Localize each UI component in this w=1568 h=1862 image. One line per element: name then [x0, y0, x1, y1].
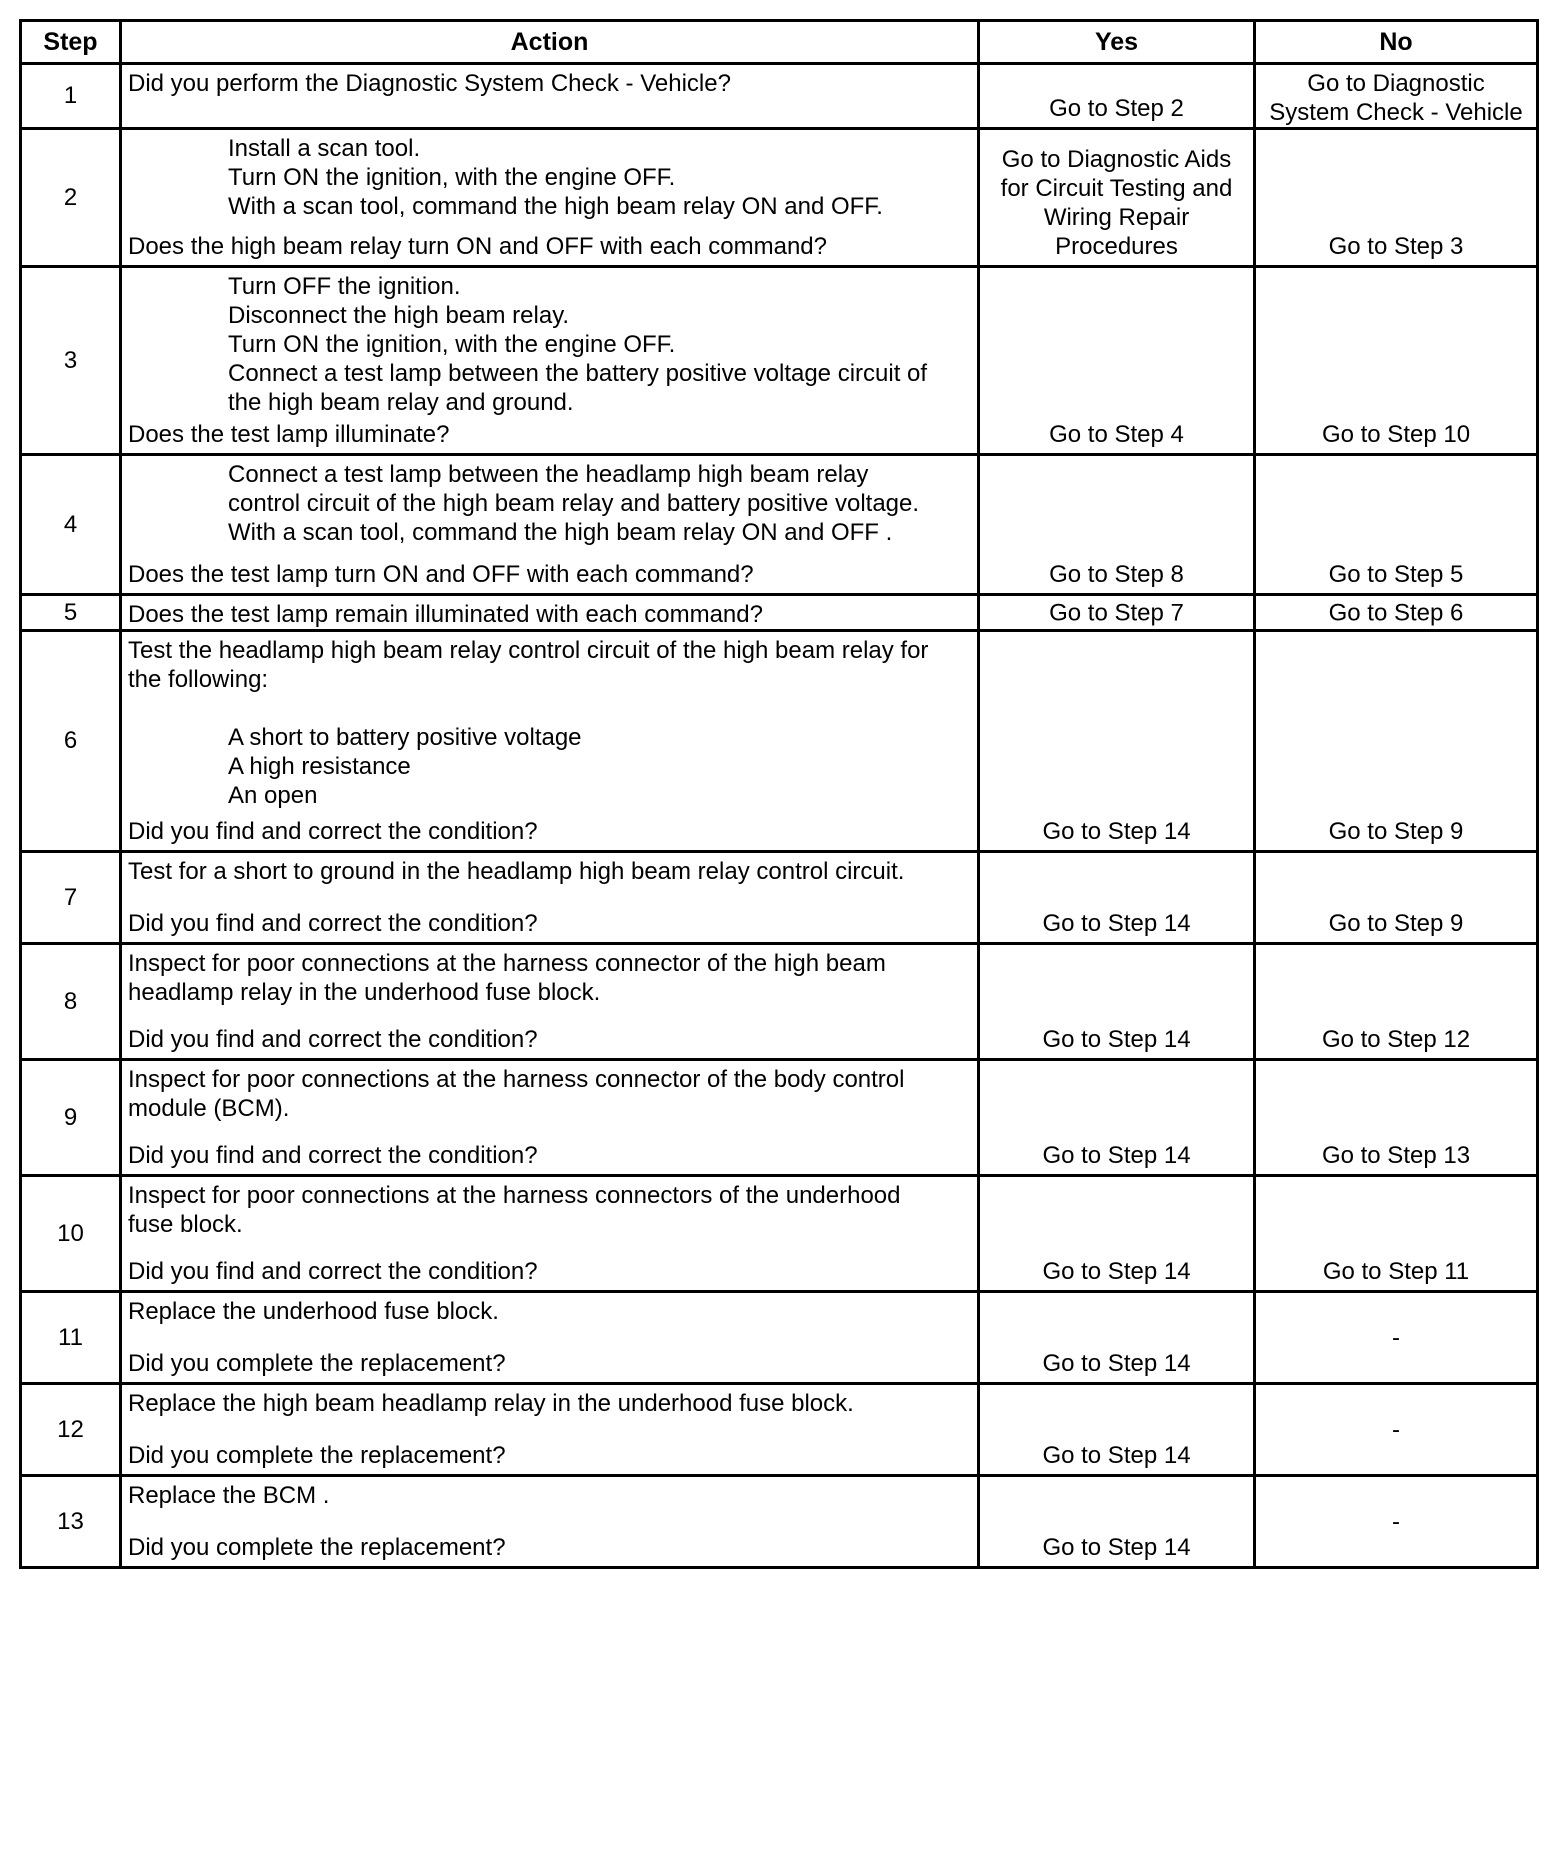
- no-result-line: Go to Step 10: [1321, 421, 1471, 448]
- no-cell: [1255, 129, 1538, 267]
- yes-result: [982, 817, 1251, 846]
- no-cell: [1255, 1292, 1538, 1384]
- action-question: Does the test lamp illuminate?: [128, 421, 450, 448]
- step-number: 7: [21, 852, 121, 944]
- action-cell: [121, 64, 979, 129]
- yes-result: [982, 560, 1251, 589]
- no-cell: [1255, 1384, 1538, 1476]
- table-row: [21, 267, 1538, 455]
- table-row: [21, 1176, 1538, 1292]
- no-cell: [1255, 267, 1538, 455]
- step-number: 1: [21, 64, 121, 129]
- step-number: 10: [21, 1176, 121, 1292]
- yes-result: [982, 145, 1251, 261]
- yes-result-line: Procedures: [1055, 233, 1178, 260]
- yes-cell: [979, 64, 1255, 129]
- yes-cell: [979, 129, 1255, 267]
- yes-result-line: Go to Step 14: [1042, 1534, 1191, 1561]
- yes-result: [982, 420, 1251, 449]
- no-result: [1256, 1323, 1536, 1352]
- action-substep: A short to battery positive voltage: [228, 724, 582, 751]
- action-text: Test for a short to ground in the headlamp high beam relay control circuit.: [128, 858, 905, 885]
- action-text: Test the headlamp high beam relay control circuit of the high beam relay for: [128, 637, 929, 664]
- no-result: [1258, 1257, 1534, 1286]
- action-text: Inspect for poor connections at the harness connector of the body control: [128, 1066, 905, 1093]
- yes-cell: [979, 455, 1255, 595]
- header-row: [21, 21, 1538, 64]
- action-text: headlamp relay in the underhood fuse block.: [128, 979, 601, 1006]
- yes-result: [982, 1349, 1251, 1378]
- yes-cell: [979, 267, 1255, 455]
- yes-result: [982, 1141, 1251, 1170]
- action-substep: A high resistance: [228, 753, 411, 780]
- no-result-line: Go to Step 13: [1321, 1142, 1471, 1169]
- action-question: Did you find and correct the condition?: [128, 818, 538, 845]
- table-row: [21, 1292, 1538, 1384]
- no-cell: [1255, 631, 1538, 852]
- action-question: Did you find and correct the condition?: [128, 910, 538, 937]
- action-question: Did you complete the replacement?: [128, 1350, 506, 1377]
- action-substep: Connect a test lamp between the headlamp high beam relay: [228, 461, 869, 488]
- action-text: Inspect for poor connections at the harness connectors of the underhood: [128, 1182, 901, 1209]
- yes-result-line: Wiring Repair: [1043, 204, 1190, 231]
- yes-result-line: for Circuit Testing and: [1000, 175, 1233, 202]
- no-result-line: Go to Diagnostic: [1307, 70, 1485, 97]
- step-number: 6: [21, 631, 121, 852]
- no-result-line: Go to Step 11: [1322, 1258, 1470, 1285]
- no-result: [1258, 1141, 1534, 1170]
- no-result: [1258, 232, 1534, 261]
- action-substep: Disconnect the high beam relay.: [228, 302, 570, 329]
- action-substep: Turn OFF the ignition.: [228, 273, 461, 300]
- action-text: Replace the BCM .: [128, 1482, 330, 1509]
- no-result: [1256, 65, 1536, 127]
- yes-result: [982, 1533, 1251, 1562]
- no-cell: [1255, 852, 1538, 944]
- step-number: 4: [21, 455, 121, 595]
- header-yes: Yes: [979, 21, 1255, 64]
- yes-result-line: Go to Step 14: [1042, 910, 1191, 937]
- action-substep: An open: [228, 782, 318, 809]
- no-result-line: System Check - Vehicle: [1269, 99, 1523, 126]
- step-number: 5: [21, 595, 121, 631]
- yes-result: [982, 909, 1251, 938]
- yes-result-line: Go to Step 14: [1042, 1142, 1191, 1169]
- action-question: Did you complete the replacement?: [128, 1442, 506, 1469]
- yes-result-line: Go to Step 4: [1049, 421, 1184, 448]
- action-question: Did you find and correct the condition?: [128, 1026, 538, 1053]
- table-row: [21, 631, 1538, 852]
- table-body: [21, 64, 1538, 1568]
- action-text: Inspect for poor connections at the harness connector of the high beam: [128, 950, 886, 977]
- yes-cell: [979, 1292, 1255, 1384]
- action-cell: [121, 1476, 979, 1568]
- yes-cell: [979, 1476, 1255, 1568]
- action-text: fuse block.: [128, 1211, 243, 1238]
- action-cell: [121, 631, 979, 852]
- yes-result: [982, 94, 1251, 123]
- action-cell: [121, 595, 979, 631]
- yes-cell: [979, 852, 1255, 944]
- yes-result: [982, 1025, 1251, 1054]
- action-substep: With a scan tool, command the high beam relay ON and OFF.: [228, 193, 883, 220]
- yes-cell: [979, 595, 1255, 631]
- action-text: Did you perform the Diagnostic System Check - Vehicle?: [128, 70, 731, 97]
- yes-cell: [979, 1384, 1255, 1476]
- no-cell: [1255, 64, 1538, 129]
- yes-result-line: Go to Diagnostic Aids: [1001, 146, 1232, 173]
- action-substep: With a scan tool, command the high beam relay ON and OFF .: [228, 519, 893, 546]
- no-cell: [1255, 1176, 1538, 1292]
- table-row: [21, 852, 1538, 944]
- action-text: Replace the underhood fuse block.: [128, 1298, 499, 1325]
- no-result: [1258, 909, 1534, 938]
- table-row: [21, 944, 1538, 1060]
- no-result: [1258, 1025, 1534, 1054]
- yes-cell: [979, 1176, 1255, 1292]
- action-question: Did you complete the replacement?: [128, 1534, 506, 1561]
- yes-result-line: Go to Step 2: [1049, 95, 1184, 122]
- no-result: [1258, 420, 1534, 449]
- action-question: Does the high beam relay turn ON and OFF with each command?: [128, 233, 827, 260]
- yes-cell: [979, 944, 1255, 1060]
- step-number: 12: [21, 1384, 121, 1476]
- table-row: [21, 1384, 1538, 1476]
- header-step: Step: [21, 21, 121, 64]
- header-action: Action: [121, 21, 979, 64]
- table-row: [21, 1476, 1538, 1568]
- no-result: [1256, 598, 1536, 627]
- no-result-line: Go to Step 5: [1328, 561, 1464, 588]
- table-row: [21, 1060, 1538, 1176]
- yes-cell: [979, 631, 1255, 852]
- action-cell: [121, 1384, 979, 1476]
- no-cell: [1255, 1476, 1538, 1568]
- action-cell: [121, 1176, 979, 1292]
- yes-result-line: Go to Step 14: [1042, 1026, 1191, 1053]
- action-question: Did you find and correct the condition?: [128, 1142, 538, 1169]
- step-number: 13: [21, 1476, 121, 1568]
- action-substep: control circuit of the high beam relay and battery positive voltage.: [228, 490, 920, 517]
- yes-result-line: Go to Step 8: [1049, 561, 1184, 588]
- action-question: Did you find and correct the condition?: [128, 1258, 538, 1285]
- action-substep: Connect a test lamp between the battery positive voltage circuit of: [228, 360, 928, 387]
- no-cell: [1255, 595, 1538, 631]
- yes-result: [980, 598, 1253, 627]
- header-no: No: [1255, 21, 1538, 64]
- table-row: [21, 129, 1538, 267]
- no-result-line: Go to Step 12: [1321, 1026, 1471, 1053]
- yes-result-line: Go to Step 14: [1042, 1442, 1191, 1469]
- yes-result-line: Go to Step 7: [1049, 599, 1184, 626]
- action-cell: [121, 944, 979, 1060]
- no-result-line: Go to Step 6: [1328, 599, 1464, 626]
- yes-result-line: Go to Step 14: [1042, 1258, 1191, 1285]
- action-substep: the high beam relay and ground.: [228, 389, 574, 416]
- action-cell: [121, 1060, 979, 1176]
- no-result: [1256, 1415, 1536, 1444]
- no-result-line: Go to Step 3: [1328, 233, 1464, 260]
- yes-result: [982, 1441, 1251, 1470]
- yes-result-line: Go to Step 14: [1042, 818, 1191, 845]
- step-number: 3: [21, 267, 121, 455]
- action-text: Replace the high beam headlamp relay in the underhood fuse block.: [128, 1390, 854, 1417]
- no-cell: [1255, 1060, 1538, 1176]
- action-substep: Install a scan tool.: [228, 135, 421, 162]
- action-cell: [121, 267, 979, 455]
- action-text: Does the test lamp remain illuminated with each command?: [128, 601, 763, 628]
- no-result-line: Go to Step 9: [1328, 818, 1464, 845]
- step-number: 11: [21, 1292, 121, 1384]
- action-question: Does the test lamp turn ON and OFF with each command?: [128, 561, 754, 588]
- step-number: 9: [21, 1060, 121, 1176]
- no-result-line: -: [1392, 1416, 1400, 1443]
- action-substep: Turn ON the ignition, with the engine OFF.: [228, 331, 676, 358]
- action-cell: [121, 1292, 979, 1384]
- diagnostic-table: [19, 19, 1539, 1569]
- action-text: module (BCM).: [128, 1095, 290, 1122]
- step-number: 2: [21, 129, 121, 267]
- table-row: [21, 595, 1538, 631]
- no-result-line: -: [1392, 1508, 1400, 1535]
- step-number: 8: [21, 944, 121, 1060]
- yes-result: [982, 1257, 1251, 1286]
- no-result-line: Go to Step 9: [1328, 910, 1464, 937]
- no-result: [1258, 560, 1534, 589]
- spacer: [128, 694, 971, 723]
- yes-result-line: Go to Step 14: [1042, 1350, 1191, 1377]
- action-text: the following:: [128, 666, 269, 693]
- action-cell: [121, 129, 979, 267]
- no-result-line: -: [1392, 1324, 1400, 1351]
- no-result: [1258, 817, 1534, 846]
- no-cell: [1255, 455, 1538, 595]
- action-cell: [121, 852, 979, 944]
- action-substep: Turn ON the ignition, with the engine OFF.: [228, 164, 676, 191]
- no-result: [1256, 1507, 1536, 1536]
- table-row: [21, 455, 1538, 595]
- action-cell: [121, 455, 979, 595]
- table-row: [21, 64, 1538, 129]
- no-cell: [1255, 944, 1538, 1060]
- yes-cell: [979, 1060, 1255, 1176]
